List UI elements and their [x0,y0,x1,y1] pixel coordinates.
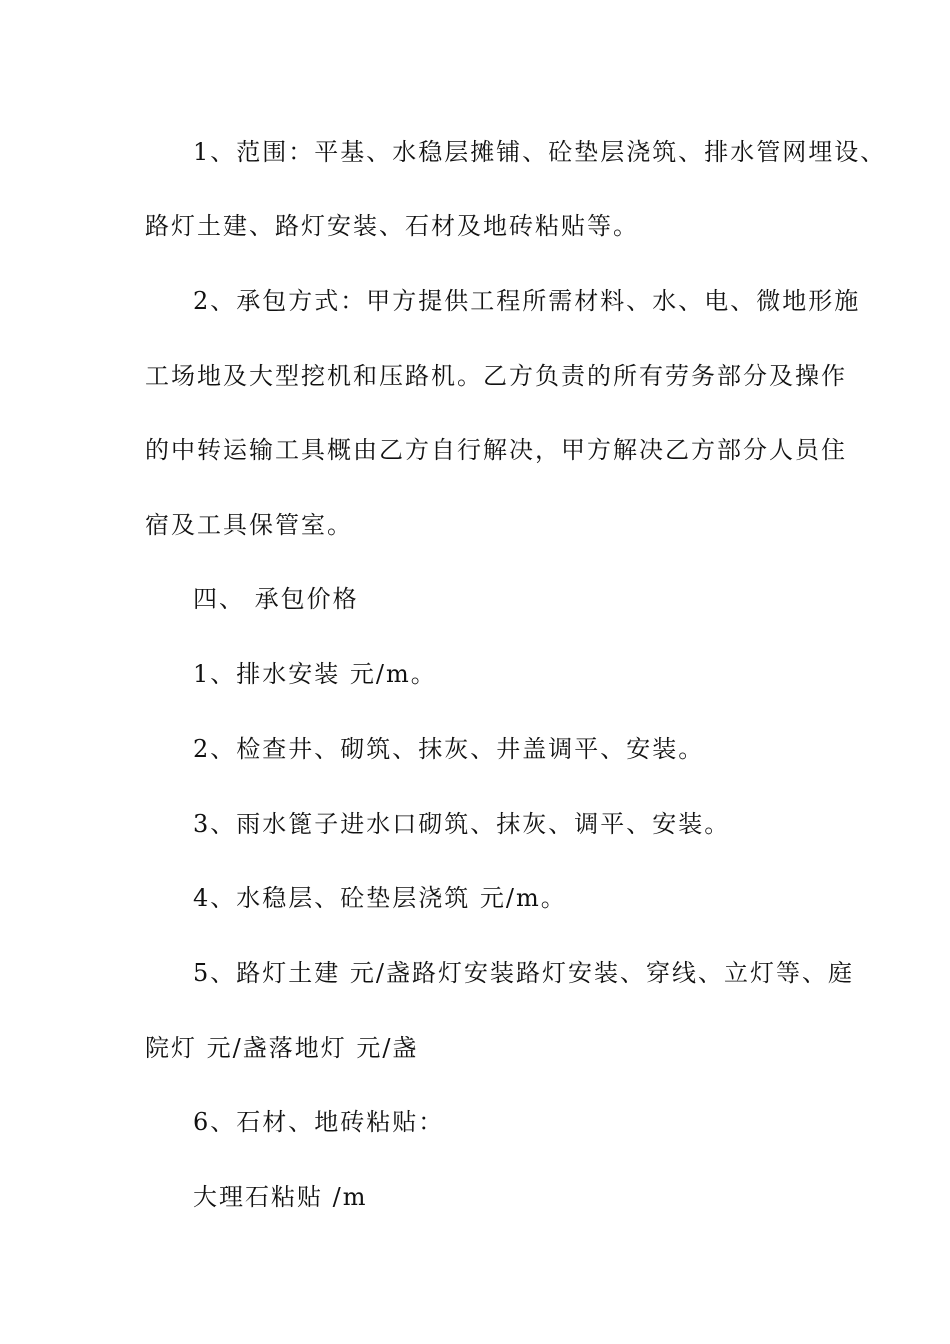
price-item-street-lamp-line-2: 院灯 元/盏落地灯 元/盏 [145,1034,419,1062]
price-item-drainage-installation: 1、排水安装 元/m。 [193,660,437,688]
price-item-rain-grate-inlet: 3、雨水篦子进水口砌筑、抹灰、调平、安装。 [193,810,731,838]
price-item-street-lamp-line-1: 5、路灯土建 元/盏路灯安装路灯安装、穿线、立灯等、庭 [193,959,854,987]
contract-method-paragraph-line-3: 的中转运输工具概由乙方自行解决，甲方解决乙方部分人员住 [145,436,847,464]
contract-method-paragraph-line-4: 宿及工具保管室。 [145,511,353,539]
scope-paragraph-line-2: 路灯土建、路灯安装、石材及地砖粘贴等。 [145,212,639,240]
price-item-marble-paving: 大理石粘贴 /m [193,1183,368,1211]
price-item-stabilized-layer: 4、水稳层、砼垫层浇筑 元/m。 [193,884,567,912]
contract-method-paragraph-line-1: 2、承包方式：甲方提供工程所需材料、水、电、微地形施 [193,287,861,315]
scope-paragraph-line-1: 1、范围：平基、水稳层摊铺、砼垫层浇筑、排水管网埋设、 [193,138,887,166]
price-item-inspection-well: 2、检查井、砌筑、抹灰、井盖调平、安装。 [193,735,705,763]
section-heading-contract-price: 四、 承包价格 [193,585,359,613]
price-item-stone-tile-paving: 6、石材、地砖粘贴： [193,1108,445,1136]
contract-method-paragraph-line-2: 工场地及大型挖机和压路机。乙方负责的所有劳务部分及操作 [145,362,847,390]
